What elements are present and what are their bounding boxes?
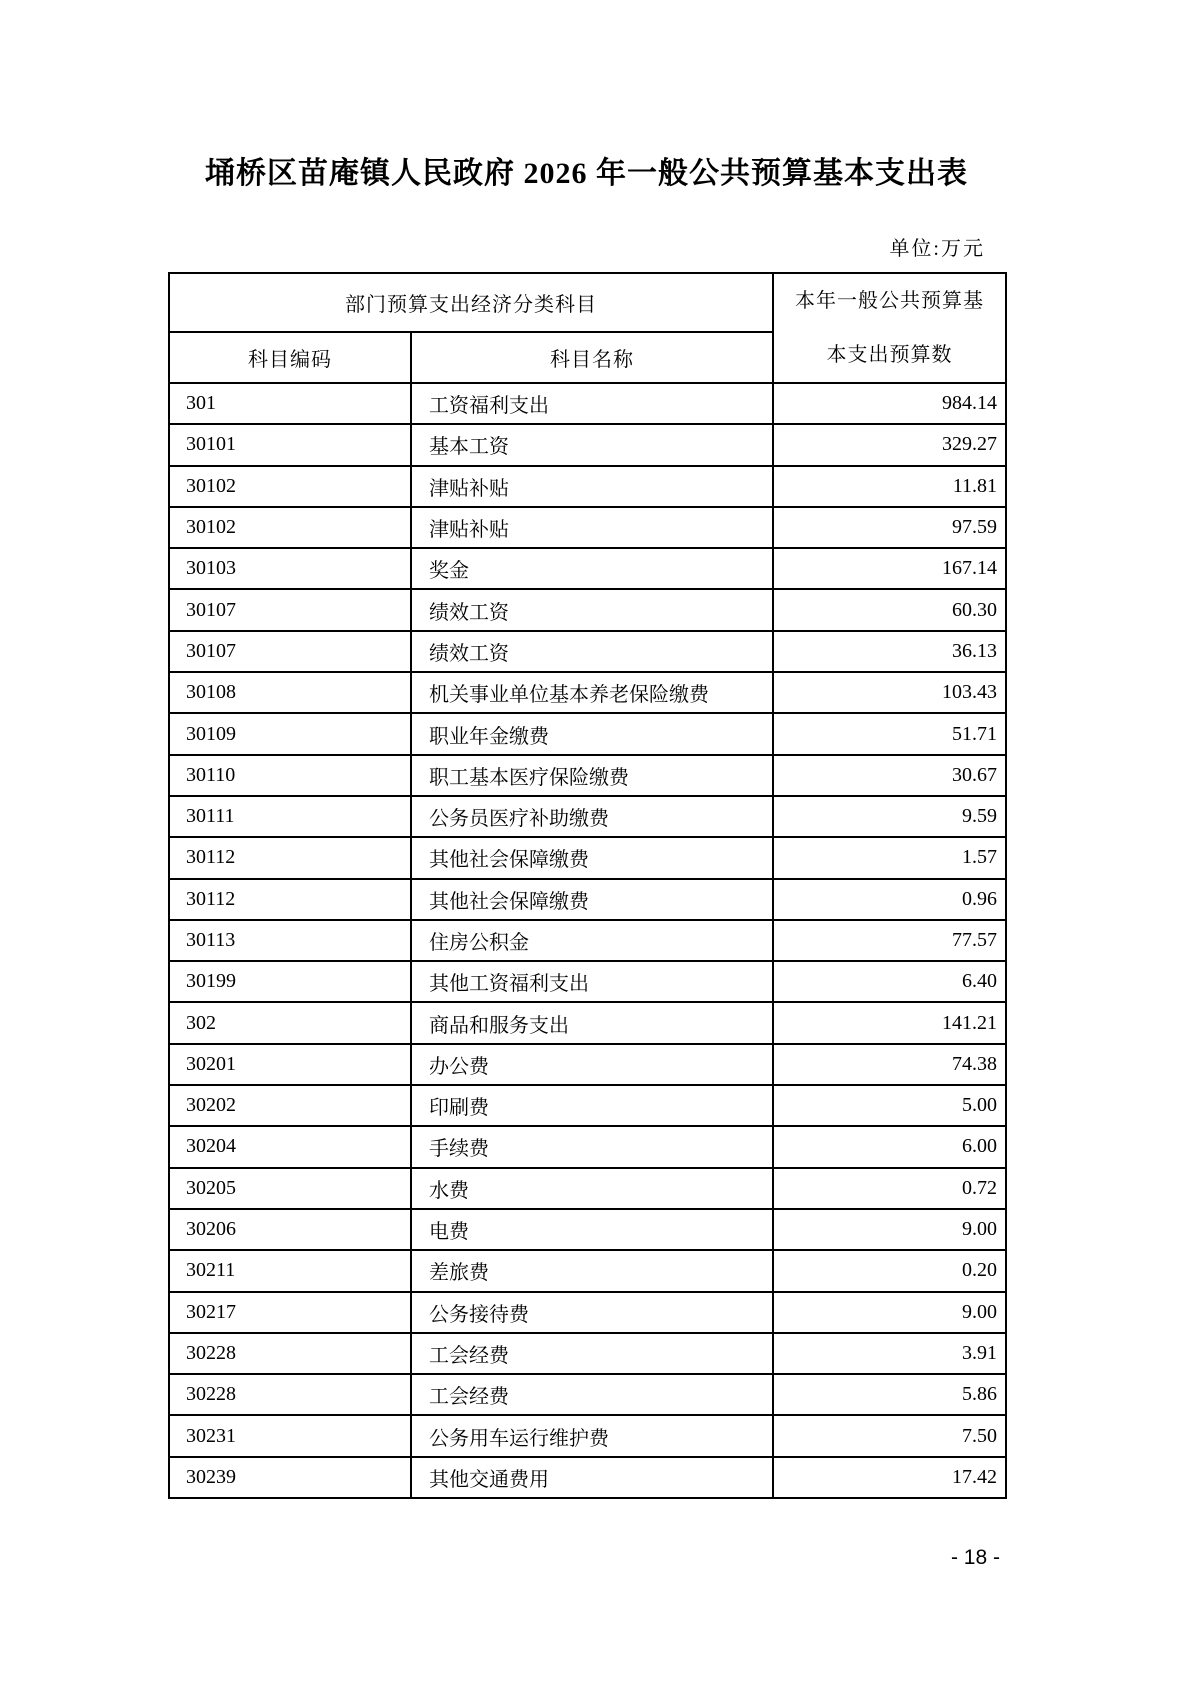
table-row xyxy=(169,672,1006,713)
table-row xyxy=(169,1292,1006,1333)
cell-value: 0.20 xyxy=(773,1250,1006,1291)
cell-name: 手续费 xyxy=(411,1126,773,1167)
cell-value: 0.72 xyxy=(773,1168,1006,1209)
cell-code: 30108 xyxy=(169,672,411,713)
cell-value: 17.42 xyxy=(773,1457,1006,1498)
cell-name: 职工基本医疗保险缴费 xyxy=(411,755,773,796)
cell-value: 97.59 xyxy=(773,507,1006,548)
cell-name: 其他社会保障缴费 xyxy=(411,837,773,878)
cell-value: 329.27 xyxy=(773,424,1006,465)
table-row xyxy=(169,1085,1006,1126)
cell-code: 30228 xyxy=(169,1374,411,1415)
cell-value: 74.38 xyxy=(773,1044,1006,1085)
cell-name: 绩效工资 xyxy=(411,589,773,630)
header-value-line1: 本年一般公共预算基 xyxy=(795,290,984,312)
cell-code: 30239 xyxy=(169,1457,411,1498)
cell-code: 30211 xyxy=(169,1250,411,1291)
cell-code: 30102 xyxy=(169,466,411,507)
cell-name: 其他社会保障缴费 xyxy=(411,879,773,920)
cell-code: 30107 xyxy=(169,589,411,630)
header-value-column xyxy=(773,273,1006,383)
cell-value: 103.43 xyxy=(773,672,1006,713)
table-row xyxy=(169,507,1006,548)
cell-code: 30102 xyxy=(169,507,411,548)
cell-value: 30.67 xyxy=(773,755,1006,796)
table-row xyxy=(169,796,1006,837)
cell-code: 30112 xyxy=(169,879,411,920)
cell-code: 30103 xyxy=(169,548,411,589)
page-title: 埇桥区苗庵镇人民政府 2026 年一般公共预算基本支出表 xyxy=(205,157,968,190)
cell-name: 职业年金缴费 xyxy=(411,713,773,754)
cell-name: 机关事业单位基本养老保险缴费 xyxy=(411,672,773,713)
cell-name: 公务用车运行维护费 xyxy=(411,1415,773,1456)
table-row xyxy=(169,961,1006,1002)
cell-name: 住房公积金 xyxy=(411,920,773,961)
table-row xyxy=(169,1415,1006,1456)
table-row xyxy=(169,631,1006,672)
table-row xyxy=(169,1002,1006,1043)
table-row xyxy=(169,1374,1006,1415)
cell-value: 60.30 xyxy=(773,589,1006,630)
cell-code: 30109 xyxy=(169,713,411,754)
cell-value: 7.50 xyxy=(773,1415,1006,1456)
cell-name: 基本工资 xyxy=(411,424,773,465)
cell-code: 30101 xyxy=(169,424,411,465)
cell-code: 30110 xyxy=(169,755,411,796)
table-body xyxy=(169,383,1006,1498)
cell-name: 印刷费 xyxy=(411,1085,773,1126)
cell-name: 津贴补贴 xyxy=(411,507,773,548)
table-row xyxy=(169,879,1006,920)
cell-code: 30199 xyxy=(169,961,411,1002)
cell-name: 奖金 xyxy=(411,548,773,589)
cell-value: 5.00 xyxy=(773,1085,1006,1126)
cell-name: 电费 xyxy=(411,1209,773,1250)
cell-name: 水费 xyxy=(411,1168,773,1209)
cell-code: 30107 xyxy=(169,631,411,672)
cell-name: 差旅费 xyxy=(411,1250,773,1291)
table-row xyxy=(169,589,1006,630)
cell-value: 77.57 xyxy=(773,920,1006,961)
cell-value: 9.00 xyxy=(773,1292,1006,1333)
cell-code: 30205 xyxy=(169,1168,411,1209)
cell-name: 公务员医疗补助缴费 xyxy=(411,796,773,837)
table-row xyxy=(169,1044,1006,1085)
table-row xyxy=(169,1209,1006,1250)
cell-value: 36.13 xyxy=(773,631,1006,672)
table-row xyxy=(169,466,1006,507)
cell-code: 301 xyxy=(169,383,411,424)
cell-code: 30111 xyxy=(169,796,411,837)
table-row xyxy=(169,837,1006,878)
table-row xyxy=(169,1333,1006,1374)
table-row xyxy=(169,713,1006,754)
table-row xyxy=(169,755,1006,796)
cell-value: 1.57 xyxy=(773,837,1006,878)
cell-code: 30204 xyxy=(169,1126,411,1167)
cell-name: 工会经费 xyxy=(411,1333,773,1374)
cell-value: 11.81 xyxy=(773,466,1006,507)
page-number: - 18 - xyxy=(950,1546,1000,1569)
cell-name: 工资福利支出 xyxy=(411,383,773,424)
cell-name: 工会经费 xyxy=(411,1374,773,1415)
cell-code: 30202 xyxy=(169,1085,411,1126)
cell-code: 30112 xyxy=(169,837,411,878)
cell-name: 津贴补贴 xyxy=(411,466,773,507)
cell-code: 302 xyxy=(169,1002,411,1043)
table-row xyxy=(169,920,1006,961)
header-name-column: 科目名称 xyxy=(411,332,773,383)
table-row xyxy=(169,424,1006,465)
table-row xyxy=(169,383,1006,424)
cell-value: 9.59 xyxy=(773,796,1006,837)
table-row xyxy=(169,1457,1006,1498)
cell-value: 6.00 xyxy=(773,1126,1006,1167)
cell-value: 3.91 xyxy=(773,1333,1006,1374)
header-value-line2: 本支出预算数 xyxy=(826,344,953,366)
cell-name: 其他交通费用 xyxy=(411,1457,773,1498)
table-row xyxy=(169,1168,1006,1209)
cell-value: 5.86 xyxy=(773,1374,1006,1415)
cell-code: 30113 xyxy=(169,920,411,961)
cell-value: 51.71 xyxy=(773,713,1006,754)
cell-value: 6.40 xyxy=(773,961,1006,1002)
cell-name: 商品和服务支出 xyxy=(411,1002,773,1043)
cell-value: 9.00 xyxy=(773,1209,1006,1250)
table-row xyxy=(169,1250,1006,1291)
unit-label: 单位:万元 xyxy=(889,238,985,260)
cell-code: 30217 xyxy=(169,1292,411,1333)
table-header xyxy=(169,273,1006,383)
table-row xyxy=(169,548,1006,589)
cell-code: 30206 xyxy=(169,1209,411,1250)
cell-name: 绩效工资 xyxy=(411,631,773,672)
cell-value: 167.14 xyxy=(773,548,1006,589)
header-row-group xyxy=(169,273,1006,332)
cell-value: 141.21 xyxy=(773,1002,1006,1043)
cell-name: 公务接待费 xyxy=(411,1292,773,1333)
table-row xyxy=(169,1126,1006,1167)
cell-name: 办公费 xyxy=(411,1044,773,1085)
cell-value: 0.96 xyxy=(773,879,1006,920)
cell-name: 其他工资福利支出 xyxy=(411,961,773,1002)
header-code-column: 科目编码 xyxy=(169,332,411,383)
cell-code: 30231 xyxy=(169,1415,411,1456)
header-group-title: 部门预算支出经济分类科目 xyxy=(169,273,773,332)
cell-value: 984.14 xyxy=(773,383,1006,424)
budget-table xyxy=(168,272,1007,1499)
cell-code: 30201 xyxy=(169,1044,411,1085)
cell-code: 30228 xyxy=(169,1333,411,1374)
